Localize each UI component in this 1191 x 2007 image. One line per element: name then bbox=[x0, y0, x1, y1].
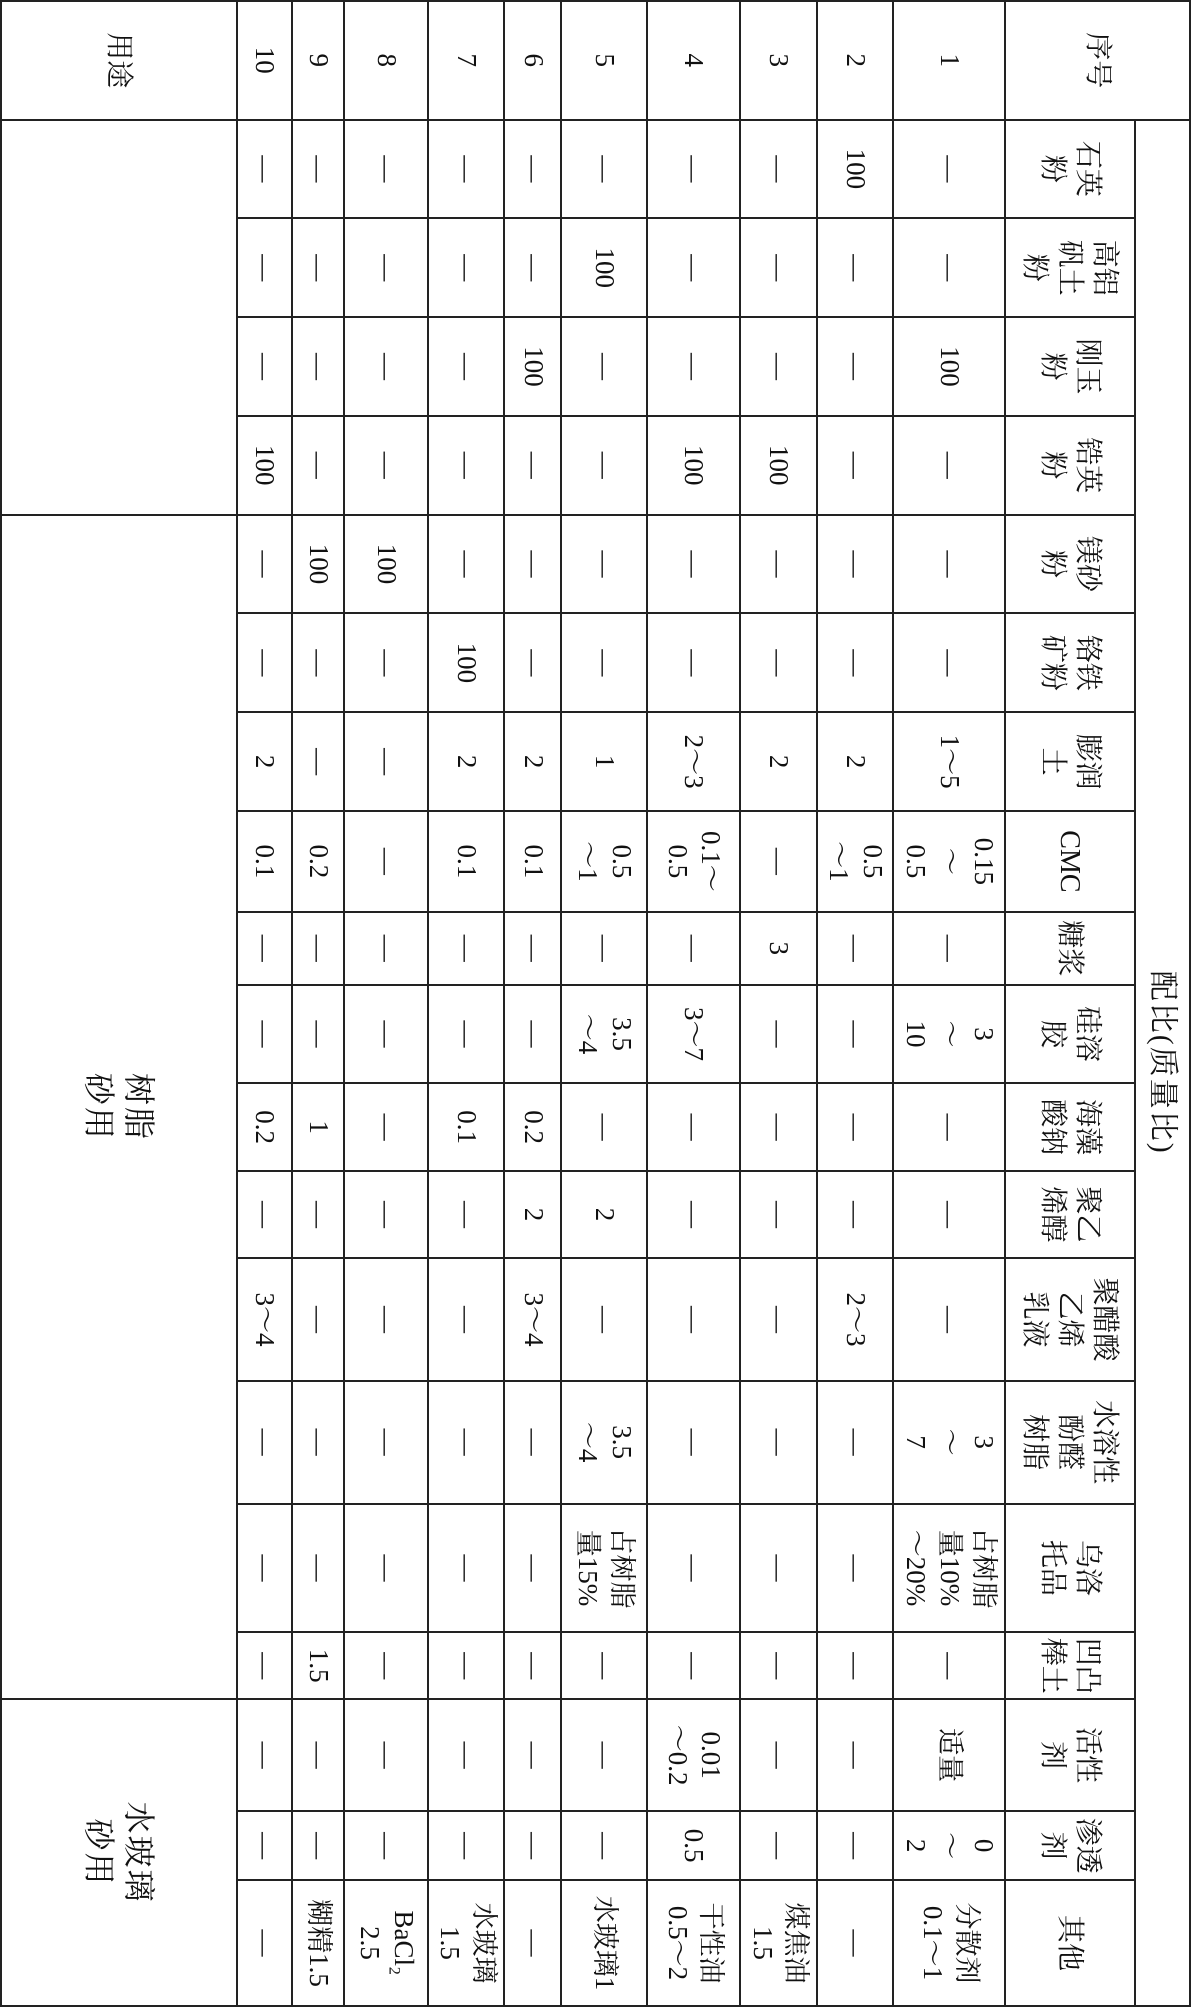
table-cell: — bbox=[504, 1632, 561, 1699]
table-cell: 0.1～ 0.5 bbox=[647, 811, 741, 912]
table-cell: — bbox=[647, 1083, 741, 1170]
table-cell: — bbox=[740, 985, 817, 1084]
table-cell: — bbox=[740, 1258, 817, 1381]
row-seq: 5 bbox=[561, 1, 646, 120]
table-cell: — bbox=[344, 1171, 427, 1258]
table-cell: — bbox=[428, 218, 505, 317]
col-header: 海藻 酸钠 bbox=[1005, 1083, 1135, 1170]
table-cell: — bbox=[344, 120, 427, 219]
table-cell: — bbox=[817, 1381, 894, 1504]
table-cell: 0.5 ～1 bbox=[561, 811, 646, 912]
table-cell: — bbox=[561, 1258, 646, 1381]
row-seq: 3 bbox=[740, 1, 817, 120]
row-seq: 10 bbox=[237, 1, 292, 120]
table-cell: — bbox=[817, 416, 894, 515]
table-cell: — bbox=[237, 1504, 292, 1633]
table-cell: — bbox=[893, 912, 1005, 985]
table-cell: — bbox=[647, 1381, 741, 1504]
table-cell: — bbox=[740, 1632, 817, 1699]
table-cell: 2～3 bbox=[817, 1258, 894, 1381]
table-cell: — bbox=[237, 317, 292, 416]
table-cell: 煤焦油 1.5 bbox=[740, 1880, 817, 2006]
table-cell: 3～7 bbox=[647, 985, 741, 1084]
table-cell: 占树脂 量15% bbox=[561, 1504, 646, 1633]
table-cell: — bbox=[344, 613, 427, 712]
group-header: 配比(质量比) bbox=[1135, 120, 1190, 2006]
col-header: 乌洛 托品 bbox=[1005, 1504, 1135, 1633]
table-cell: 0.2 bbox=[292, 811, 344, 912]
use-blank bbox=[1, 120, 237, 515]
table-cell: — bbox=[817, 515, 894, 614]
col-header: 石英 粉 bbox=[1005, 120, 1135, 219]
table-cell: — bbox=[647, 1171, 741, 1258]
table-cell: — bbox=[647, 317, 741, 416]
table-cell: — bbox=[292, 985, 344, 1084]
table-row bbox=[740, 1, 817, 2006]
table-row bbox=[561, 1, 646, 2006]
row-seq: 6 bbox=[504, 1, 561, 120]
table-cell: — bbox=[428, 317, 505, 416]
row-seq: 2 bbox=[817, 1, 894, 120]
table-cell: 1 bbox=[292, 1083, 344, 1170]
table-cell: — bbox=[344, 1632, 427, 1699]
table-cell: — bbox=[740, 515, 817, 614]
table-cell: — bbox=[292, 218, 344, 317]
col-header: 活性 剂 bbox=[1005, 1699, 1135, 1811]
table-cell: — bbox=[561, 1699, 646, 1811]
col-header: 高铝 矾土 粉 bbox=[1005, 218, 1135, 317]
table-cell: — bbox=[561, 317, 646, 416]
table-cell: — bbox=[292, 1811, 344, 1880]
table-cell: — bbox=[292, 416, 344, 515]
table-cell: — bbox=[237, 1171, 292, 1258]
table-cell: 2 bbox=[504, 712, 561, 811]
table-cell: — bbox=[893, 416, 1005, 515]
table-cell: — bbox=[561, 1083, 646, 1170]
table-cell: — bbox=[292, 1381, 344, 1504]
table-cell: — bbox=[428, 416, 505, 515]
table-cell: — bbox=[740, 1083, 817, 1170]
table-cell: — bbox=[893, 1632, 1005, 1699]
use-resin-sand: 树脂 砂用 bbox=[1, 515, 237, 1699]
col-header: 锆英 粉 bbox=[1005, 416, 1135, 515]
table-cell: 100 bbox=[344, 515, 427, 614]
use-header: 用途 bbox=[1, 1, 237, 120]
table-cell: 0.15 ～ 0.5 bbox=[893, 811, 1005, 912]
table-cell: — bbox=[740, 317, 817, 416]
table-cell: — bbox=[740, 811, 817, 912]
table-cell: — bbox=[561, 912, 646, 985]
table-cell: 2 bbox=[561, 1171, 646, 1258]
table-cell: 100 bbox=[817, 120, 894, 219]
table-cell: — bbox=[561, 515, 646, 614]
table-cell: — bbox=[344, 811, 427, 912]
table-cell: — bbox=[561, 613, 646, 712]
table-cell: 2 bbox=[740, 712, 817, 811]
table-cell: — bbox=[504, 515, 561, 614]
table-cell: 100 bbox=[237, 416, 292, 515]
table-cell: 1～5 bbox=[893, 712, 1005, 811]
row-seq: 4 bbox=[647, 1, 741, 120]
table-cell: — bbox=[740, 1171, 817, 1258]
table-cell: — bbox=[504, 218, 561, 317]
table-cell: — bbox=[817, 1504, 894, 1633]
table-cell: — bbox=[504, 120, 561, 219]
table-cell: — bbox=[893, 120, 1005, 219]
table-cell: — bbox=[817, 1699, 894, 1811]
table-row bbox=[344, 1, 427, 2006]
table-row bbox=[647, 1, 741, 2006]
table-cell: — bbox=[893, 515, 1005, 614]
table-cell: — bbox=[237, 1632, 292, 1699]
table-cell: — bbox=[237, 120, 292, 219]
col-header: 其他 bbox=[1005, 1880, 1135, 2006]
table-cell: 0.1 bbox=[428, 1083, 505, 1170]
table-cell: — bbox=[893, 1171, 1005, 1258]
row-seq: 1 bbox=[893, 1, 1005, 120]
table-cell: — bbox=[344, 1381, 427, 1504]
seq-header: 序号 bbox=[1005, 1, 1190, 120]
table-cell: — bbox=[428, 1699, 505, 1811]
table-cell: — bbox=[504, 613, 561, 712]
table-cell: — bbox=[344, 1699, 427, 1811]
table-cell: — bbox=[292, 1504, 344, 1633]
table-cell: — bbox=[561, 1811, 646, 1880]
table-row bbox=[504, 1, 561, 2006]
table-cell: — bbox=[344, 1258, 427, 1381]
table-cell: 1.5 bbox=[292, 1632, 344, 1699]
table-cell: — bbox=[292, 120, 344, 219]
table-cell: — bbox=[292, 317, 344, 416]
col-header: 刚玉 粉 bbox=[1005, 317, 1135, 416]
table-cell: — bbox=[344, 1504, 427, 1633]
header-row-columns bbox=[1005, 1, 1135, 2006]
table-cell: 糊精1.5 bbox=[292, 1880, 344, 2006]
table-cell: — bbox=[344, 218, 427, 317]
table-cell: — bbox=[647, 1504, 741, 1633]
table-cell: 3 ～ 10 bbox=[893, 985, 1005, 1084]
table-cell: — bbox=[504, 1811, 561, 1880]
table-cell: — bbox=[647, 1632, 741, 1699]
table-cell: — bbox=[428, 1632, 505, 1699]
table-cell: 3 bbox=[740, 912, 817, 985]
table-cell: — bbox=[740, 1381, 817, 1504]
table-cell: 2 bbox=[504, 1171, 561, 1258]
col-header: 渗透 剂 bbox=[1005, 1811, 1135, 1880]
table-cell: — bbox=[428, 912, 505, 985]
table-cell: — bbox=[647, 1258, 741, 1381]
table-cell: — bbox=[740, 1504, 817, 1633]
table-cell: 100 bbox=[292, 515, 344, 614]
table-cell: — bbox=[561, 1632, 646, 1699]
table-cell: — bbox=[344, 416, 427, 515]
table-cell: 100 bbox=[893, 317, 1005, 416]
table-cell: — bbox=[817, 1880, 894, 2006]
table-cell: 100 bbox=[561, 218, 646, 317]
table-body bbox=[237, 1, 1005, 2006]
table-cell: — bbox=[344, 712, 427, 811]
table-row bbox=[237, 1, 292, 2006]
table-cell: — bbox=[292, 912, 344, 985]
table-cell: — bbox=[740, 1699, 817, 1811]
use-waterglass-sand: 水玻璃 砂用 bbox=[1, 1699, 237, 2006]
table-cell: BaCl₂ 2.5 bbox=[344, 1880, 427, 2006]
table-cell: — bbox=[893, 218, 1005, 317]
table-cell: — bbox=[647, 613, 741, 712]
table-cell: 100 bbox=[647, 416, 741, 515]
table-cell: — bbox=[428, 515, 505, 614]
table-row bbox=[292, 1, 344, 2006]
table-cell: — bbox=[237, 515, 292, 614]
table-cell: — bbox=[237, 912, 292, 985]
table-cell: — bbox=[504, 1880, 561, 2006]
table-cell: 占树脂 量10% ～20% bbox=[893, 1504, 1005, 1633]
col-header: 铬铁 矿粉 bbox=[1005, 613, 1135, 712]
table-cell: — bbox=[893, 613, 1005, 712]
table-cell: — bbox=[817, 1811, 894, 1880]
table-cell: — bbox=[504, 1381, 561, 1504]
header-row-top bbox=[1135, 1, 1190, 2006]
table-cell: 水玻璃1 bbox=[561, 1880, 646, 2006]
table-cell: — bbox=[292, 1171, 344, 1258]
table-cell: — bbox=[817, 1632, 894, 1699]
table-cell: 0.1 bbox=[237, 811, 292, 912]
table-cell: — bbox=[428, 1171, 505, 1258]
row-seq: 9 bbox=[292, 1, 344, 120]
table-cell: — bbox=[647, 120, 741, 219]
row-seq: 8 bbox=[344, 1, 427, 120]
table-cell: — bbox=[292, 1699, 344, 1811]
col-header: CMC bbox=[1005, 811, 1135, 912]
table-cell: — bbox=[817, 317, 894, 416]
table-cell: — bbox=[504, 985, 561, 1084]
table-cell: 3 ～ 7 bbox=[893, 1381, 1005, 1504]
col-header: 膨润 土 bbox=[1005, 712, 1135, 811]
table-cell: 0.2 bbox=[237, 1083, 292, 1170]
table-row bbox=[893, 1, 1005, 2006]
table-cell: — bbox=[237, 218, 292, 317]
table-cell: — bbox=[893, 1258, 1005, 1381]
col-header: 凹凸 棒土 bbox=[1005, 1632, 1135, 1699]
table-cell: 3～4 bbox=[237, 1258, 292, 1381]
table-cell: — bbox=[292, 1258, 344, 1381]
table-cell: — bbox=[344, 912, 427, 985]
table-cell: 0.5 bbox=[647, 1811, 741, 1880]
table-cell: — bbox=[428, 985, 505, 1084]
table-cell: 2 bbox=[817, 712, 894, 811]
table-cell: 100 bbox=[504, 317, 561, 416]
table-cell: — bbox=[344, 1083, 427, 1170]
table-cell: 3.5 ～4 bbox=[561, 985, 646, 1084]
table-cell: — bbox=[740, 1811, 817, 1880]
table-cell: — bbox=[740, 613, 817, 712]
table-cell: 2～3 bbox=[647, 712, 741, 811]
table-cell: — bbox=[893, 1083, 1005, 1170]
table-cell: 3～4 bbox=[504, 1258, 561, 1381]
table-cell: 干性油 0.5～2 bbox=[647, 1880, 741, 2006]
col-header: 聚醋酸 乙烯 乳液 bbox=[1005, 1258, 1135, 1381]
table-cell: 0 ～ 2 bbox=[893, 1811, 1005, 1880]
table-cell: — bbox=[344, 985, 427, 1084]
table-cell: 100 bbox=[740, 416, 817, 515]
table-cell: — bbox=[504, 912, 561, 985]
table-cell: — bbox=[428, 1381, 505, 1504]
table-cell: 2 bbox=[237, 712, 292, 811]
table-cell: — bbox=[237, 1381, 292, 1504]
table-cell: 水玻璃 1.5 bbox=[428, 1880, 505, 2006]
col-header: 聚乙 烯醇 bbox=[1005, 1171, 1135, 1258]
table-cell: — bbox=[817, 613, 894, 712]
table-cell: — bbox=[428, 1504, 505, 1633]
table-cell: — bbox=[504, 1504, 561, 1633]
table-cell: — bbox=[344, 1811, 427, 1880]
table-cell: 2 bbox=[428, 712, 505, 811]
table-cell: — bbox=[504, 416, 561, 515]
table-cell: — bbox=[237, 1880, 292, 2006]
table-cell: — bbox=[237, 985, 292, 1084]
table-row bbox=[428, 1, 505, 2006]
table-row bbox=[817, 1, 894, 2006]
col-header: 镁砂 粉 bbox=[1005, 515, 1135, 614]
table-cell: — bbox=[292, 613, 344, 712]
table-cell: 1 bbox=[561, 712, 646, 811]
use-row bbox=[1, 1, 237, 2006]
table-cell: — bbox=[817, 1083, 894, 1170]
table-cell: — bbox=[817, 1171, 894, 1258]
table-cell: — bbox=[292, 712, 344, 811]
table-cell: — bbox=[561, 120, 646, 219]
table-cell: — bbox=[561, 416, 646, 515]
table-cell: 3.5 ～4 bbox=[561, 1381, 646, 1504]
col-header: 硅溶 胶 bbox=[1005, 985, 1135, 1084]
table-cell: — bbox=[428, 1258, 505, 1381]
table-cell: 0.01 ～0.2 bbox=[647, 1699, 741, 1811]
table-cell: — bbox=[504, 1699, 561, 1811]
table-cell: — bbox=[237, 1699, 292, 1811]
table-cell: — bbox=[237, 613, 292, 712]
table-cell: 0.1 bbox=[504, 811, 561, 912]
table-cell: 100 bbox=[428, 613, 505, 712]
table-cell: — bbox=[647, 515, 741, 614]
table-cell: — bbox=[428, 1811, 505, 1880]
table-cell: 0.5 ～1 bbox=[817, 811, 894, 912]
table-cell: — bbox=[817, 985, 894, 1084]
row-seq: 7 bbox=[428, 1, 505, 120]
col-header: 水溶性 酚醛 树脂 bbox=[1005, 1381, 1135, 1504]
table-cell: — bbox=[817, 218, 894, 317]
table-cell: 0.1 bbox=[428, 811, 505, 912]
table-cell: — bbox=[647, 218, 741, 317]
table-cell: — bbox=[428, 120, 505, 219]
table-cell: 分散剂 0.1～1 bbox=[893, 1880, 1005, 2006]
table-cell: — bbox=[344, 317, 427, 416]
table-cell: — bbox=[237, 1811, 292, 1880]
table-cell: 0.2 bbox=[504, 1083, 561, 1170]
col-header: 糖浆 bbox=[1005, 912, 1135, 985]
table-cell: 适量 bbox=[893, 1699, 1005, 1811]
table-cell: — bbox=[740, 120, 817, 219]
table-cell: — bbox=[817, 912, 894, 985]
table-cell: — bbox=[647, 912, 741, 985]
table-cell: — bbox=[740, 218, 817, 317]
